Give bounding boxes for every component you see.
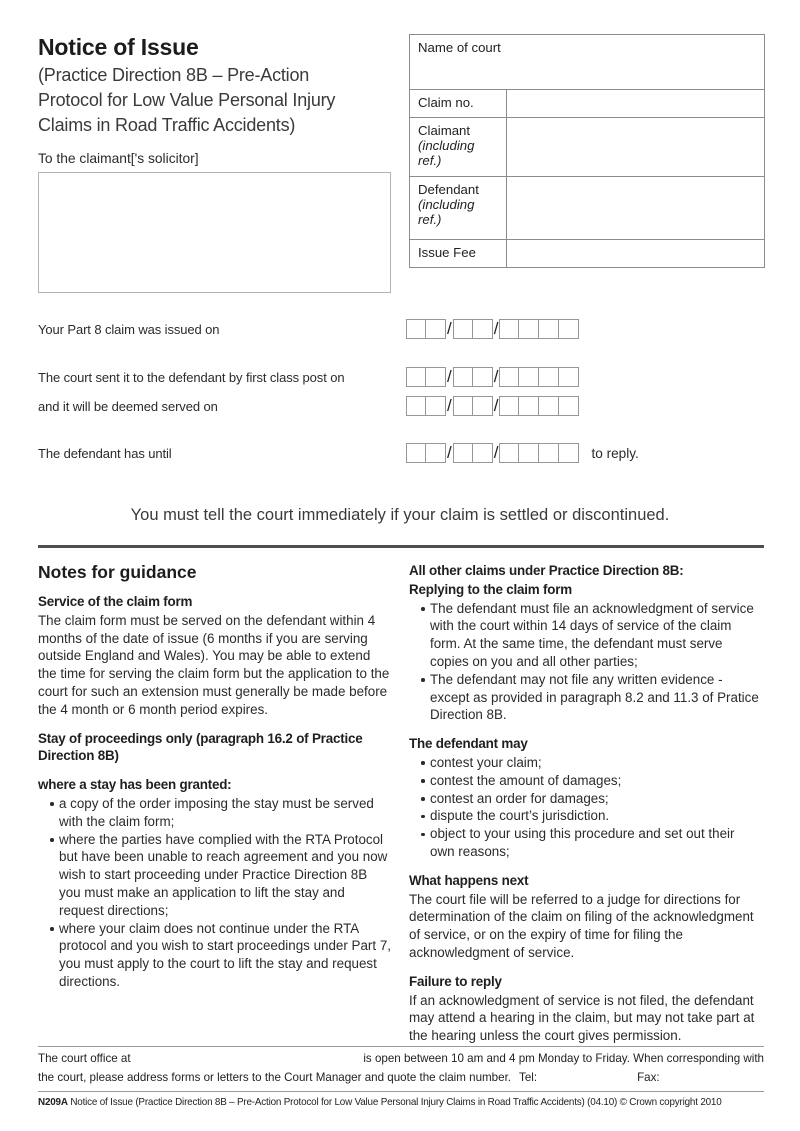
- form-id-line: [38, 1097, 728, 1108]
- form-footnote: Notice of Issue (Practice Direction 8B – Pre-Action Protocol for Low Value Personal Injury Claims in Road Traffic Accidents) (04.10) © Crown copyright 2010: [67, 1097, 722, 1108]
- section-all-other-claims: [409, 562, 762, 580]
- bullet-item: a copy of the order imposing the stay must be served with the claim form;: [49, 795, 391, 831]
- claimant-label-text: Claimant: [418, 123, 471, 138]
- section-paragraph: The court file will be referred to a judge for directions for determination of the claim on filing of the acknowledgment of service, or on the expiry of time for filing the acknowledgment of service.: [409, 891, 754, 960]
- defendant-row: [410, 176, 764, 239]
- date-cell[interactable]: [559, 443, 579, 463]
- subtitle-line: (Practice Direction 8B – Pre-Action: [38, 65, 310, 85]
- date-cell[interactable]: [406, 367, 426, 387]
- office-hours-text: is open between 10 am and 4 pm Monday to Friday. When corresponding with: [363, 1052, 764, 1065]
- date-cell[interactable]: [499, 443, 519, 463]
- date-cell[interactable]: [539, 319, 559, 339]
- office-hours-line: [38, 1052, 764, 1065]
- form-number: N209A: [38, 1097, 68, 1108]
- subtitle-line: Claims in Road Traffic Accidents): [38, 115, 296, 135]
- claimant-value-cell[interactable]: [507, 118, 764, 176]
- date-cell[interactable]: [559, 319, 579, 339]
- section-heading: Stay of proceedings only (paragraph 16.2 of Practice Direction 8B): [38, 730, 363, 764]
- page-subtitle: [38, 63, 391, 138]
- section-defendant-may: [409, 735, 762, 861]
- footer: [38, 1046, 764, 1108]
- court-office-box: [38, 1046, 764, 1092]
- issued-date-label: Your Part 8 claim was issued on: [38, 321, 220, 337]
- bullet-item: contest the amount of damages;: [420, 772, 762, 790]
- guidance-heading: Notes for guidance: [38, 562, 197, 582]
- claim-no-value-cell[interactable]: [507, 90, 764, 117]
- date-cell[interactable]: [519, 443, 539, 463]
- header-right: [409, 34, 765, 293]
- date-separator: /: [447, 319, 452, 338]
- name-of-court-label: Name of court: [418, 40, 501, 55]
- claim-no-label: Claim no.: [410, 90, 507, 117]
- issue-fee-value-cell[interactable]: [507, 240, 764, 267]
- year-group: [499, 396, 579, 416]
- section-service-of-claim-form: [38, 593, 391, 719]
- section-paragraph: If an acknowledgment of service is not filed, the defendant may attend a hearing in the claim, but may not take part at the hearing unless the court gives permission.: [409, 992, 755, 1044]
- day-group: [406, 443, 446, 463]
- date-cell[interactable]: [499, 396, 519, 416]
- section-subheading: where a stay has been granted:: [38, 777, 232, 793]
- day-group: [406, 396, 446, 416]
- month-group: [453, 443, 493, 463]
- deemed-served-date-boxes: [406, 396, 579, 416]
- section-what-happens-next: [409, 872, 762, 962]
- defendant-ref-note: (including ref.): [418, 197, 475, 227]
- to-reply-suffix: to reply.: [591, 445, 639, 461]
- defendant-value-cell[interactable]: [507, 177, 764, 239]
- year-group: [499, 443, 579, 463]
- date-cell[interactable]: [453, 443, 473, 463]
- bullet-item: The defendant may not file any written evidence - except as provided in paragraph 8.2 and 11.3 of Pratice Direction 8B.: [420, 671, 762, 724]
- issued-date-boxes: [406, 319, 579, 339]
- bullet-item: object to your using this procedure and set out their own reasons;: [420, 825, 762, 861]
- name-of-court-cell[interactable]: [410, 35, 764, 89]
- header: [0, 0, 800, 293]
- date-cell[interactable]: [539, 443, 559, 463]
- section-stay-of-proceedings: [38, 730, 391, 991]
- section-heading: All other claims under Practice Direction 8B:: [409, 563, 684, 578]
- date-cell[interactable]: [559, 396, 579, 416]
- issue-fee-row: [410, 239, 764, 267]
- date-cell[interactable]: [539, 367, 559, 387]
- sent-date-row: [38, 367, 764, 387]
- defendant-label-text: Defendant: [418, 182, 479, 197]
- bullet-item: contest your claim;: [420, 754, 762, 772]
- date-cell[interactable]: [473, 367, 493, 387]
- section-failure-to-reply: [409, 973, 762, 1045]
- date-cell[interactable]: [453, 396, 473, 416]
- court-office-at-label: The court office at: [38, 1052, 131, 1065]
- bullet-list: [409, 600, 762, 725]
- month-group: [453, 319, 493, 339]
- settlement-notice: You must tell the court immediately if your claim is settled or discontinued.: [130, 506, 670, 524]
- section-replying-to-claim-form: [409, 581, 762, 724]
- court-details-table: [409, 34, 765, 268]
- bullet-item: where the parties have complied with the RTA Protocol but have been unable to reach agreement and you now wish to start proceeding under Practice Direction 8B you must make an application to lift the stay and request directions;: [49, 831, 391, 920]
- bullet-list: [409, 754, 762, 861]
- reply-deadline-label: The defendant has until: [38, 445, 172, 461]
- to-claimant-label: To the claimant['s solicitor]: [38, 151, 199, 166]
- correspondence-text: the court, please address forms or letters to the Court Manager and quote the claim number.: [38, 1071, 512, 1084]
- subtitle-line: Protocol for Low Value Personal Injury: [38, 90, 336, 110]
- claimant-label: [410, 118, 507, 176]
- section-heading: The defendant may: [409, 736, 528, 752]
- claimant-ref-note: (including ref.): [418, 138, 475, 168]
- section-heading: Service of the claim form: [38, 594, 193, 609]
- deemed-served-date-row: [38, 396, 764, 416]
- correspondence-line: [38, 1071, 764, 1084]
- issue-fee-label: Issue Fee: [410, 240, 507, 267]
- month-group: [453, 367, 493, 387]
- day-group: [406, 367, 446, 387]
- date-cell[interactable]: [406, 319, 426, 339]
- reply-deadline-date-boxes: [406, 443, 579, 463]
- date-cell[interactable]: [499, 319, 519, 339]
- date-separator: /: [493, 396, 499, 415]
- guidance-left-column: [38, 562, 391, 1045]
- bullet-item: contest an order for damages;: [420, 790, 762, 808]
- header-left: [38, 34, 391, 293]
- date-separator: /: [493, 319, 499, 338]
- defendant-label: [410, 177, 507, 239]
- date-cell[interactable]: [473, 443, 493, 463]
- bullet-item: where your claim does not continue under the RTA protocol and you wish to start proceedings under Part 7, you must apply to the court to lift the stay and request directions.: [49, 920, 391, 991]
- date-separator: /: [447, 443, 452, 462]
- deemed-served-date-label: and it will be deemed served on: [38, 398, 218, 414]
- date-cell[interactable]: [426, 367, 446, 387]
- section-paragraph: The claim form must be served on the defendant within 4 months of the date of issue (6 months if you are serving outside England and Wales). You may be able to extend the time for serving the claim form but the application to the court for such an extension must generally be made before the 4 month or 6 month period expires.: [38, 612, 390, 717]
- date-section: [0, 319, 800, 463]
- date-cell[interactable]: [406, 443, 426, 463]
- date-cell[interactable]: [473, 396, 493, 416]
- bullet-item: The defendant must file an acknowledgment of service with the court within 14 days of service of the claim form. At the same time, the defendant must serve copies on you and all other parties;: [420, 600, 762, 671]
- date-separator: /: [447, 367, 452, 386]
- tel-label: Tel:: [519, 1071, 538, 1084]
- section-heading: Failure to reply: [409, 973, 502, 989]
- year-group: [499, 367, 579, 387]
- date-cell[interactable]: [406, 396, 426, 416]
- claimant-address-box[interactable]: [38, 172, 391, 293]
- date-separator: /: [447, 396, 452, 415]
- date-cell[interactable]: [426, 443, 446, 463]
- date-separator: /: [493, 367, 499, 386]
- guidance-right-column: [409, 562, 762, 1045]
- date-cell[interactable]: [453, 319, 473, 339]
- day-group: [406, 319, 446, 339]
- date-cell[interactable]: [453, 367, 473, 387]
- fax-label: Fax:: [637, 1071, 660, 1084]
- date-separator: /: [493, 443, 499, 462]
- month-group: [453, 396, 493, 416]
- bullet-list: [38, 795, 391, 991]
- page-title: Notice of Issue: [38, 34, 199, 60]
- date-cell[interactable]: [559, 367, 579, 387]
- reply-deadline-date-row: [38, 443, 764, 463]
- date-cell[interactable]: [473, 319, 493, 339]
- date-cell[interactable]: [499, 367, 519, 387]
- claimant-row: [410, 117, 764, 176]
- sent-date-boxes: [406, 367, 579, 387]
- date-cell[interactable]: [426, 319, 446, 339]
- date-cell[interactable]: [539, 396, 559, 416]
- issued-date-row: [38, 319, 764, 339]
- sent-date-label: The court sent it to the defendant by first class post on: [38, 369, 345, 385]
- bullet-item: dispute the court’s jurisdiction.: [420, 807, 762, 825]
- claim-no-row: [410, 89, 764, 117]
- date-cell[interactable]: [519, 319, 539, 339]
- section-heading: Replying to the claim form: [409, 581, 572, 597]
- date-cell[interactable]: [519, 367, 539, 387]
- date-cell[interactable]: [519, 396, 539, 416]
- year-group: [499, 319, 579, 339]
- date-cell[interactable]: [426, 396, 446, 416]
- section-heading: What happens next: [409, 872, 529, 888]
- notes-for-guidance: [0, 548, 800, 1045]
